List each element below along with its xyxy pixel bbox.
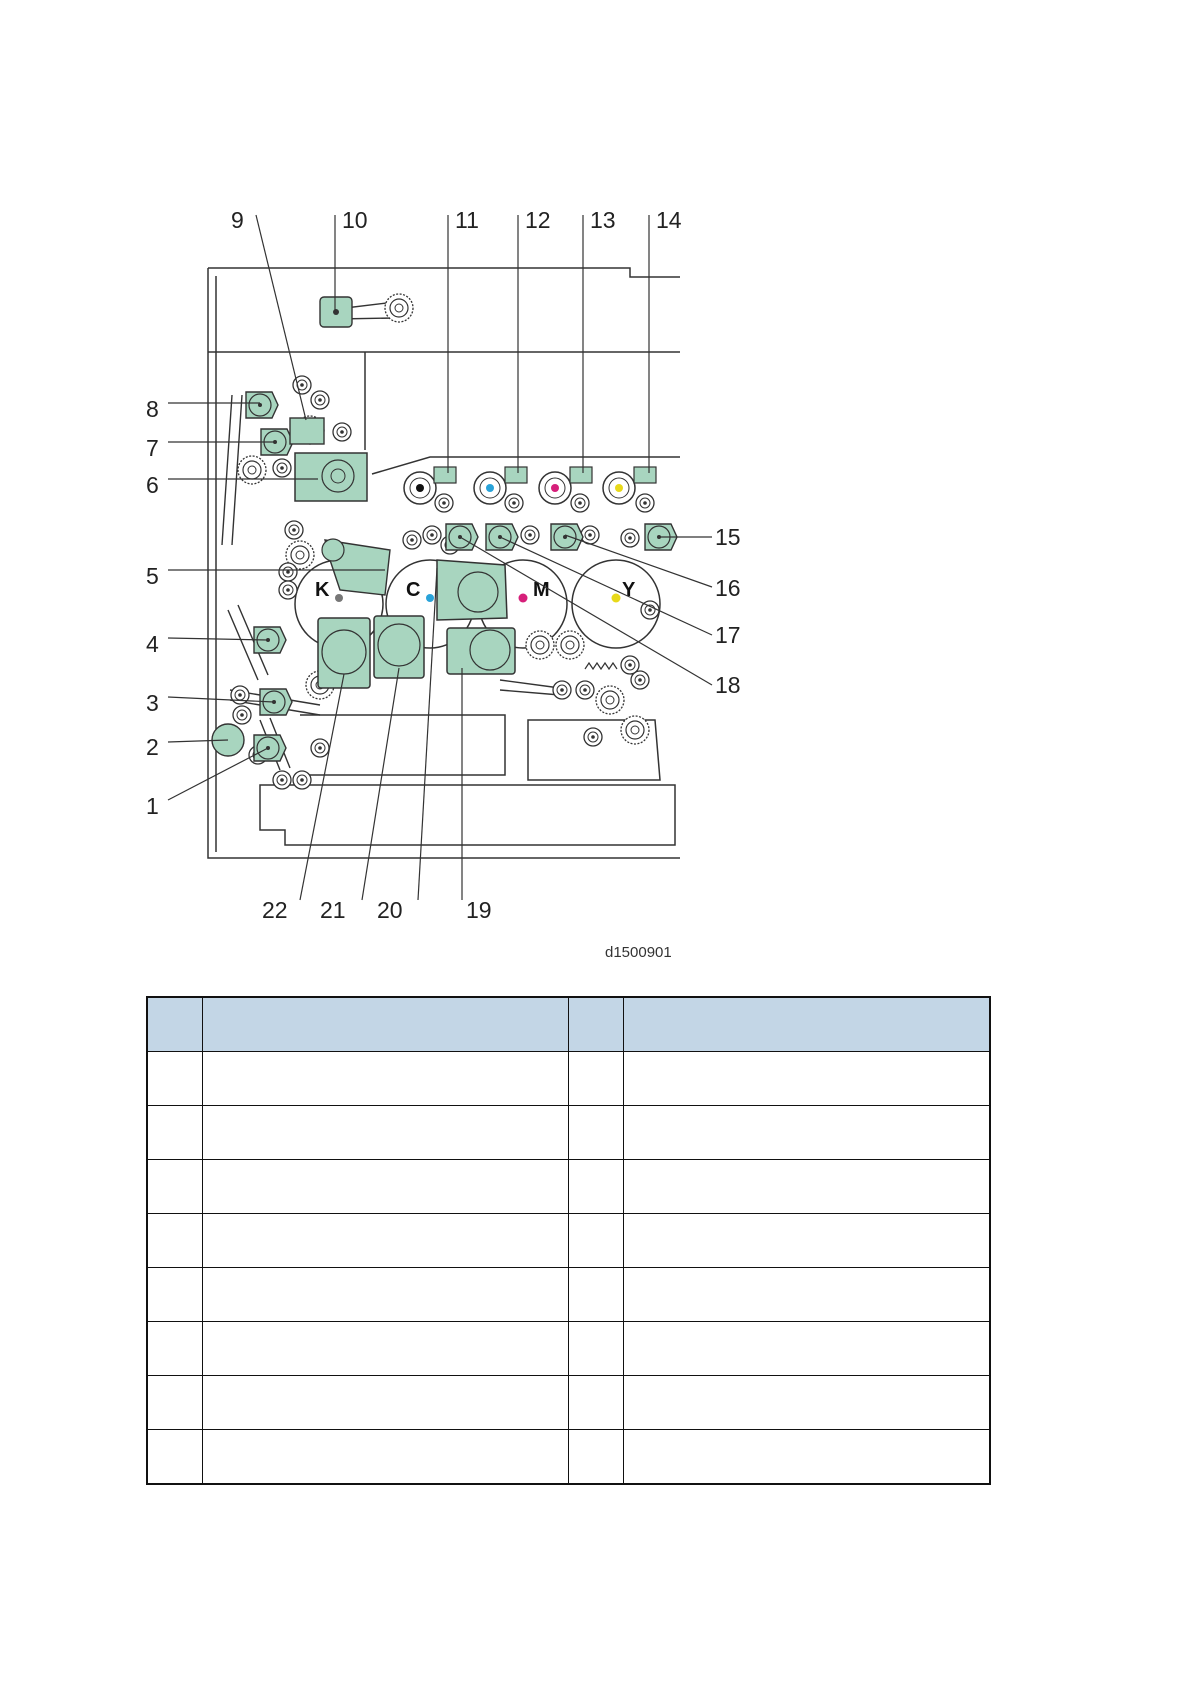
callout-16: 16 bbox=[715, 575, 741, 601]
callout-7: 7 bbox=[146, 435, 159, 461]
callout-21: 21 bbox=[320, 897, 346, 923]
callout-10: 10 bbox=[342, 207, 368, 233]
table-cell bbox=[203, 1322, 569, 1376]
table-cell bbox=[569, 1106, 624, 1160]
table-cell bbox=[569, 1268, 624, 1322]
callout-11: 11 bbox=[455, 207, 479, 233]
station-letter-k: K bbox=[315, 579, 330, 601]
table-row bbox=[147, 1430, 990, 1485]
table-cell bbox=[569, 1322, 624, 1376]
table-cell bbox=[147, 1430, 203, 1485]
header-name-right bbox=[624, 997, 991, 1052]
callout-20: 20 bbox=[377, 897, 403, 923]
callout-4: 4 bbox=[146, 631, 159, 657]
table-cell bbox=[569, 1052, 624, 1106]
table-cell bbox=[147, 1214, 203, 1268]
table-cell bbox=[569, 1214, 624, 1268]
figure-id: d1500901 bbox=[605, 944, 672, 960]
callout-22: 22 bbox=[262, 897, 288, 923]
table-cell bbox=[147, 1376, 203, 1430]
table-cell bbox=[203, 1268, 569, 1322]
table-cell bbox=[569, 1376, 624, 1430]
header-no-right bbox=[569, 997, 624, 1052]
table-cell bbox=[624, 1106, 991, 1160]
table-row bbox=[147, 1052, 990, 1106]
callout-2: 2 bbox=[146, 734, 159, 760]
table-cell bbox=[624, 1214, 991, 1268]
table-cell bbox=[624, 1322, 991, 1376]
table-row bbox=[147, 1376, 990, 1430]
table-cell bbox=[624, 1160, 991, 1214]
station-letter-y: Y bbox=[622, 579, 636, 601]
station-letter-m: M bbox=[533, 579, 550, 601]
table-row bbox=[147, 1214, 990, 1268]
callout-5: 5 bbox=[146, 563, 159, 589]
header-no-left bbox=[147, 997, 203, 1052]
table-cell bbox=[203, 1052, 569, 1106]
parts-table bbox=[146, 996, 991, 1485]
callout-12: 12 bbox=[525, 207, 551, 233]
callout-14: 14 bbox=[656, 207, 682, 233]
callout-6: 6 bbox=[146, 472, 159, 498]
callout-15: 15 bbox=[715, 524, 741, 550]
station-letter-c: C bbox=[406, 579, 421, 601]
callout-18: 18 bbox=[715, 672, 741, 698]
callout-19: 19 bbox=[466, 897, 492, 923]
table-row bbox=[147, 1322, 990, 1376]
callout-9: 9 bbox=[231, 207, 244, 233]
table-cell bbox=[147, 1106, 203, 1160]
header-name-left bbox=[203, 997, 569, 1052]
table-cell bbox=[624, 1052, 991, 1106]
table-cell bbox=[624, 1430, 991, 1485]
callout-8: 8 bbox=[146, 396, 159, 422]
table-row bbox=[147, 1268, 990, 1322]
callout-1: 1 bbox=[146, 793, 159, 819]
callout-17: 17 bbox=[715, 622, 741, 648]
spring bbox=[585, 663, 617, 669]
table-cell bbox=[569, 1160, 624, 1214]
table-cell bbox=[624, 1376, 991, 1430]
table-cell bbox=[147, 1160, 203, 1214]
table-cell bbox=[203, 1214, 569, 1268]
table-cell bbox=[203, 1106, 569, 1160]
table-cell bbox=[147, 1052, 203, 1106]
table-cell bbox=[147, 1322, 203, 1376]
table-cell bbox=[203, 1376, 569, 1430]
table-cell bbox=[203, 1430, 569, 1485]
table-header-row bbox=[147, 997, 990, 1052]
table-cell bbox=[203, 1160, 569, 1214]
callout-13: 13 bbox=[590, 207, 616, 233]
table-cell bbox=[569, 1430, 624, 1485]
table-cell bbox=[624, 1268, 991, 1322]
leader-lines bbox=[168, 215, 712, 900]
table-cell bbox=[147, 1268, 203, 1322]
callout-3: 3 bbox=[146, 690, 159, 716]
table-row bbox=[147, 1106, 990, 1160]
table-row bbox=[147, 1160, 990, 1214]
